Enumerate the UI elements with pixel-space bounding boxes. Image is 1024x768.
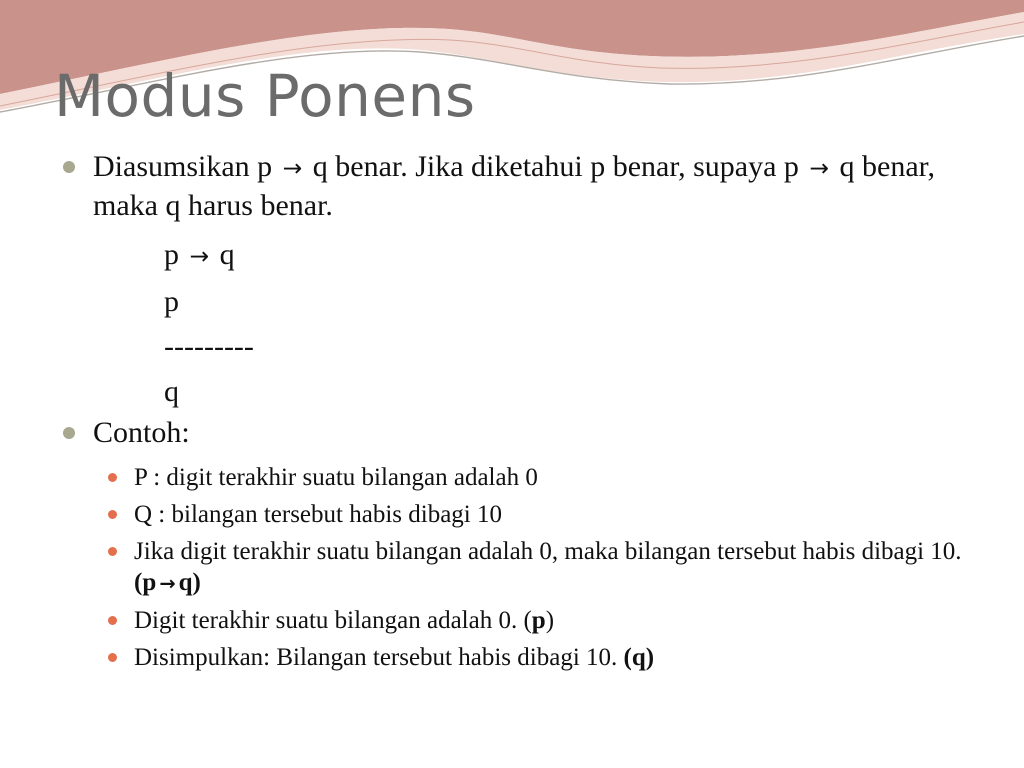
example-item-q [0, 499, 1024, 530]
example-item-text: Jika digit terakhir suatu bilangan adalah 0, maka bilangan tersebut habis dibagi 10. [134, 538, 962, 565]
intro-text-1: Diasumsikan p [93, 150, 273, 183]
bold-q: q [178, 569, 193, 596]
bold-p: p [142, 569, 157, 596]
right-arrow-icon: → [159, 572, 176, 595]
example-item-p [0, 462, 1024, 493]
premise-p: p [164, 238, 179, 271]
intro-text-2: q benar. Jika diketahui p benar, supaya p [312, 150, 799, 183]
paren-close: ) [545, 607, 555, 634]
orange-bullet-icon [108, 473, 117, 482]
example-item-premise [0, 605, 1024, 636]
slide-title: Modus Ponens [54, 62, 476, 130]
formula-separator: --------- [164, 330, 254, 363]
formula-conclusion: q [164, 375, 179, 408]
premise-q: q [219, 238, 235, 271]
right-arrow-icon: → [189, 242, 210, 270]
paren-close: ) [192, 569, 201, 596]
orange-bullet-icon [108, 510, 117, 519]
orange-bullet-icon [108, 653, 117, 662]
example-heading-bullet [0, 414, 1024, 452]
paren-open: ( [523, 607, 532, 634]
bold-p: p [531, 607, 546, 634]
intro-text-3: q benar, maka q harus benar. [93, 150, 935, 222]
orange-bullet-icon [108, 616, 117, 625]
orange-bullet-icon [108, 547, 117, 556]
intro-bullet [0, 148, 1024, 225]
bold-q: q [631, 644, 646, 671]
example-item-text: Q : bilangan tersebut habis dibagi 10 [134, 501, 502, 528]
round-bullet-icon [63, 427, 75, 439]
round-bullet-icon [63, 161, 75, 173]
paren-open: ( [134, 569, 143, 596]
example-item-implication [0, 536, 1024, 599]
example-heading: Contoh: [93, 416, 190, 449]
example-item-text: Disimpulkan: Bilangan tersebut habis dibagi 10. [134, 644, 624, 671]
example-item-conclusion [0, 642, 1024, 673]
slide-content [0, 148, 1024, 673]
right-arrow-icon: → [282, 154, 303, 182]
formula-premise-2: p [164, 285, 179, 318]
example-item-text: P : digit terakhir suatu bilangan adalah 0 [134, 464, 538, 491]
right-arrow-icon: → [809, 154, 830, 182]
paren-close: ) [645, 644, 655, 671]
formula-premise-1 [0, 232, 1024, 279]
example-item-text: Digit terakhir suatu bilangan adalah 0. [134, 607, 524, 634]
paren-open: ( [623, 644, 632, 671]
